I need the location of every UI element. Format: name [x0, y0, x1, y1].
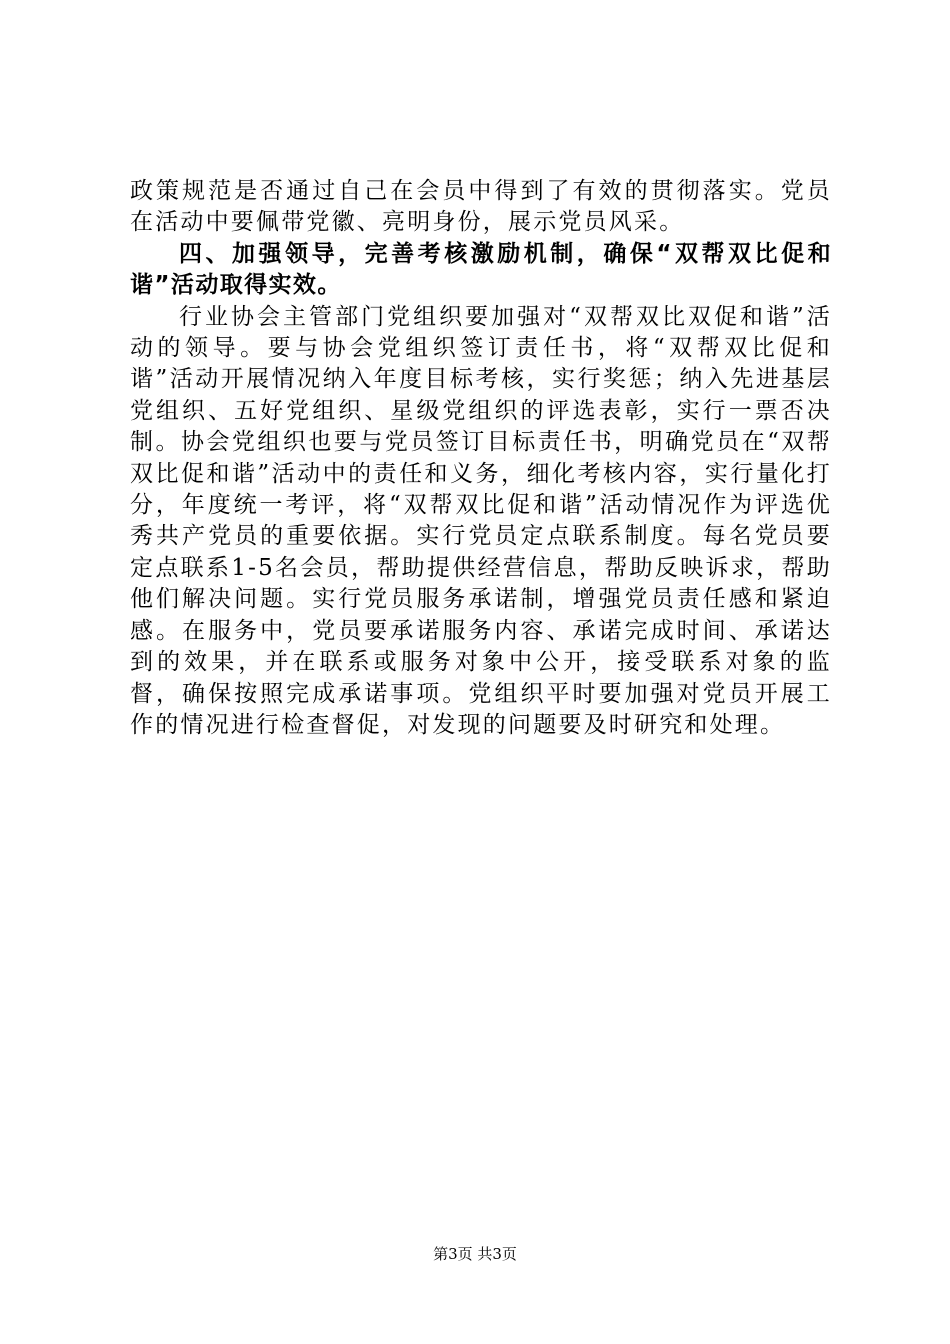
paragraph-body: 行业协会主管部门党组织要加强对“双帮双比双促和谐”活动的领导。要与协会党组织签订责任书，将“双帮双比促和谐”活动开展情况纳入年度目标考核，实行奖惩；纳入先进基层党组织、五好党组织、星级党组织的评选表彰，实行一票否决制。协会党组织也要与党员签订目标责任书，明确党员在“双帮双比促和谐”活动中的责任和义务，细化考核内容，实行量化打分，年度统一考评，将“双帮双比促和谐”活动情况作为评选优秀共产党员的重要依据。实行党员定点联系制度。每名党员要定点联系1-5名会员，帮助提供经营信息，帮助反映诉求，帮助他们解决问题。实行党员服务承诺制，增强党员责任感和紧迫感。在服务中，党员要承诺服务内容、承诺完成时间、承诺达到的效果，并在联系或服务对象中公开，接受联系对象的监督，确保按照完成承诺事项。党组织平时要加强对党员开展工作的情况进行检查督促，对发现的问题要及时研究和处理。 — [130, 303, 832, 738]
page-footer: 第3页 共3页 — [433, 1245, 517, 1263]
document-body — [130, 176, 832, 741]
paragraph-continuation: 政策规范是否通过自己在会员中得到了有效的贯彻落实。党员在活动中要佩带党徽、亮明身份，展示党员风采。 — [130, 178, 832, 236]
section-heading: 四、加强领导，完善考核激励机制，确保“双帮双比促和谐”活动取得实效。 — [130, 240, 832, 299]
